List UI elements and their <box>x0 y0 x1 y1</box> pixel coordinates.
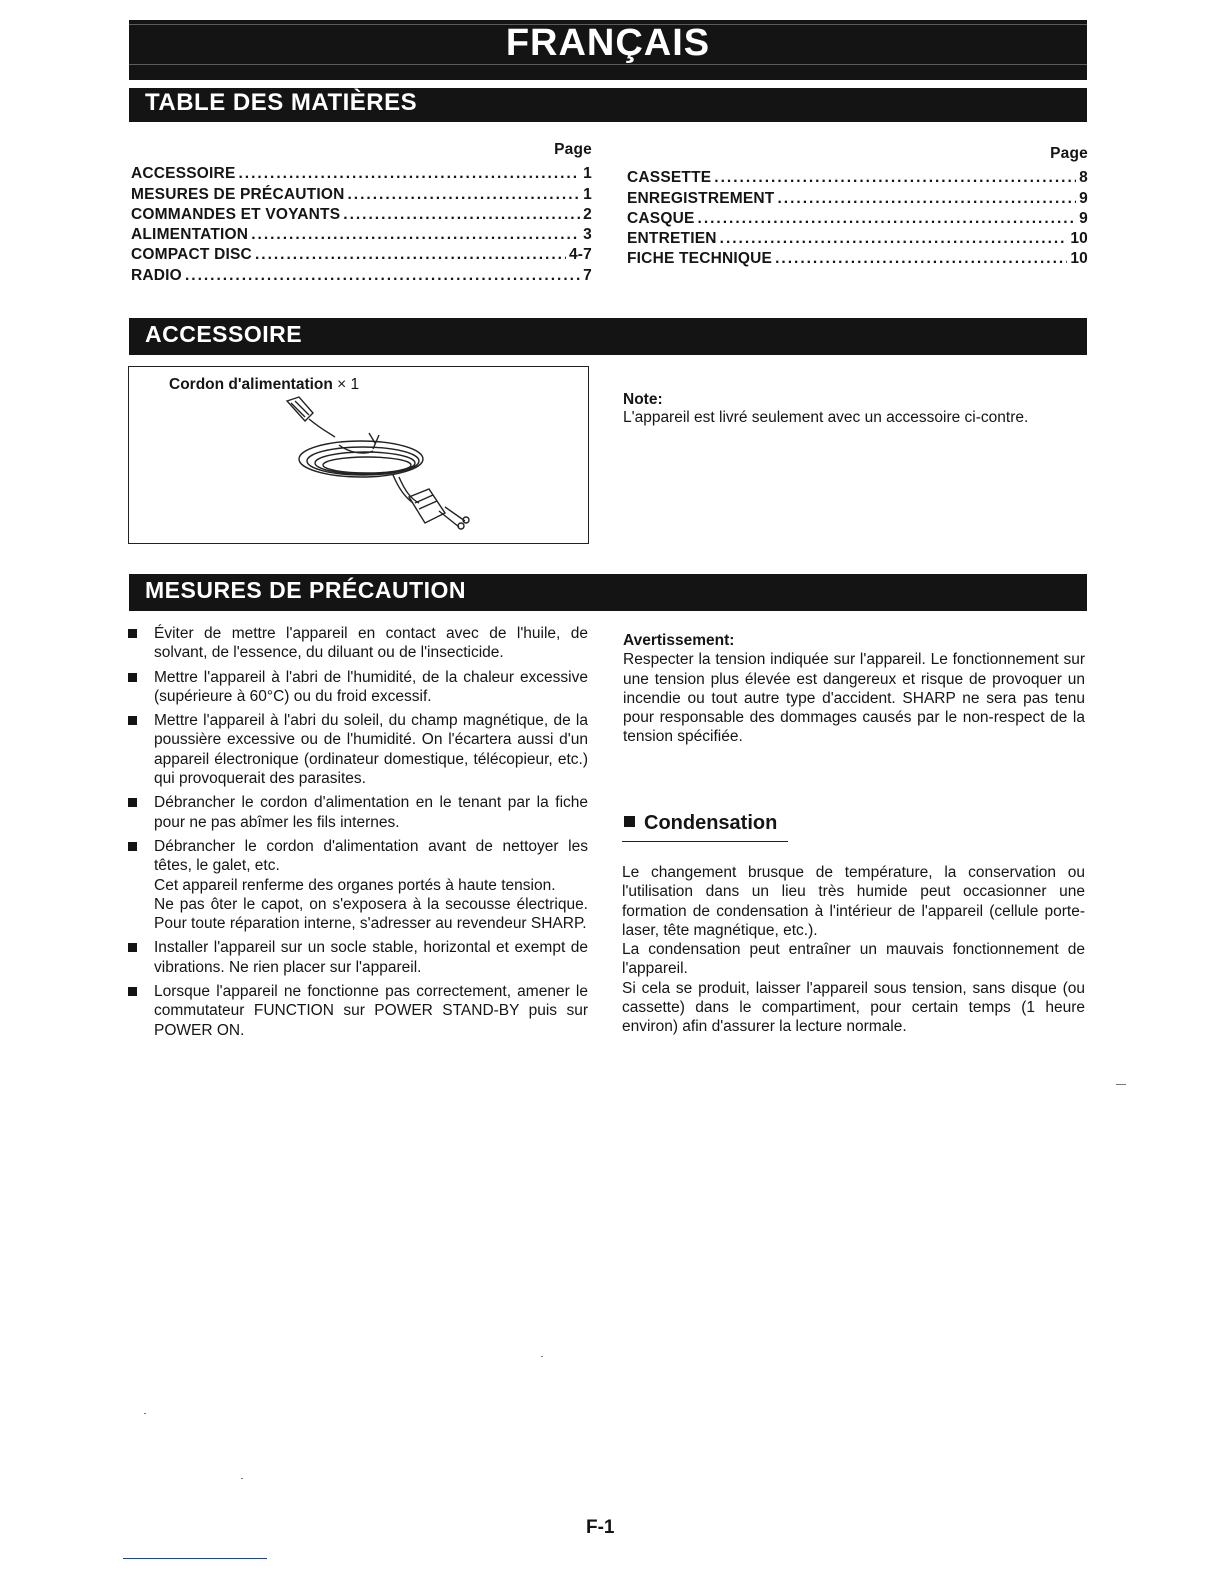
square-bullet-icon <box>128 987 137 996</box>
toc-entry-page: 10 <box>1070 230 1088 248</box>
toc-page-header: Page <box>1050 145 1088 162</box>
list-item <box>128 793 588 832</box>
precaution-text: Débrancher le cordon d'alimentation en le tenant par la fiche pour ne pas abîmer les fils internes. <box>154 794 588 831</box>
toc-entry-label: CASQUE <box>627 209 695 227</box>
warning-text: Respecter la tension indiquée sur l'appareil. Le fonctionnement sur une tension plus élevée est dangereux et risque de provoquer un incendie ou tout autre type d'accident. SHARP ne sera pas tenu pour responsable des dommages causés par le non-respect de la tension spécifiée. <box>623 651 1085 746</box>
language-title: FRANÇAIS <box>505 22 711 64</box>
accessory-item-qty: × 1 <box>337 376 360 393</box>
accessory-note <box>623 391 1088 427</box>
toc-leader-dots <box>714 169 1076 187</box>
toc-entry-page: 3 <box>583 226 592 244</box>
precautions-title: MESURES DE PRÉCAUTION <box>145 577 467 603</box>
precautions-title-bar <box>129 574 1087 611</box>
accessory-title-bar <box>129 318 1087 355</box>
list-item <box>128 938 588 977</box>
toc-title: TABLE DES MATIÈRES <box>145 89 418 116</box>
toc-leader-dots <box>347 186 580 204</box>
toc-entry <box>627 187 1088 207</box>
toc-entry <box>627 248 1088 268</box>
toc-entry <box>131 183 592 203</box>
toc-entry-label: RADIO <box>131 266 182 284</box>
toc-entry-label: CASSETTE <box>627 169 712 187</box>
square-bullet-icon <box>128 842 137 851</box>
toc-entry-page: 4-7 <box>568 246 592 264</box>
toc-leader-dots <box>775 250 1067 268</box>
precaution-text: Mettre l'appareil à l'abri de l'humidité, de la chaleur excessive (supérieure à 60°C) ou du froid excessif. <box>154 668 588 705</box>
square-bullet-icon <box>128 673 137 682</box>
list-item <box>128 837 588 933</box>
toc-entry-page: 2 <box>583 205 592 223</box>
condensation-paragraph: La condensation peut entraîner un mauvais fonctionnement de l'appareil. <box>622 941 1085 978</box>
precaution-text: Débrancher le cordon d'alimentation avant de nettoyer les têtes, le galet, etc. <box>154 837 588 875</box>
toc-leader-dots <box>251 226 580 244</box>
precaution-text: Ne pas ôter le capot, on s'exposera à la secousse électrique. Pour toute réparation interne, s'adresser au revendeur SHARP. <box>154 895 588 933</box>
toc-left-column <box>131 141 592 285</box>
toc-leader-dots <box>239 165 581 183</box>
toc-entry <box>131 163 592 183</box>
toc-leader-dots <box>698 210 1077 228</box>
toc-entry-label: COMPACT DISC <box>131 246 252 264</box>
toc-entry-label: ALIMENTATION <box>131 226 249 244</box>
square-bullet-icon <box>128 798 137 807</box>
list-item <box>128 624 588 663</box>
condensation-title: Condensation <box>644 812 778 834</box>
toc-page-header: Page <box>554 141 592 158</box>
warning-title: Avertissement: <box>623 632 735 649</box>
precaution-text: Lorsque l'appareil ne fonctionne pas correctement, amener le commutateur FUNCTION sur POWER STAND-BY puis sur POWER ON. <box>154 983 588 1039</box>
toc-entry-label: FICHE TECHNIQUE <box>627 250 773 268</box>
condensation-paragraph: Le changement brusque de température, la conservation ou l'utilisation dans un lieu très humide peut occasionner une formation de condensation à l'intérieur de l'appareil (cellule porte-laser, tête magnétique, etc.). <box>622 864 1085 939</box>
toc-leader-dots <box>255 246 566 264</box>
precaution-text: Mettre l'appareil à l'abri du soleil, du champ magnétique, de la poussière excessive ou de l'humidité. On l'écartera aussi d'un appareil électronique (ordinateur domestique, télécopieur, etc.) qui provoquerait des parasites. <box>154 712 588 788</box>
accessory-box <box>128 366 589 544</box>
square-bullet-icon <box>128 943 137 952</box>
toc-entry-label: ENREGISTREMENT <box>627 189 775 207</box>
toc-entry-label: ENTRETIEN <box>627 230 717 248</box>
toc-leader-dots <box>185 267 580 285</box>
toc-leader-dots <box>777 190 1076 208</box>
accessory-title: ACCESSOIRE <box>145 321 303 347</box>
toc-entry <box>627 228 1088 248</box>
language-banner <box>129 20 1087 80</box>
square-bullet-icon <box>624 816 635 827</box>
note-text: L'appareil est livré seulement avec un accessoire ci-contre. <box>623 409 1029 426</box>
power-cord-icon <box>269 393 489 543</box>
toc-entry-page: 9 <box>1079 189 1088 207</box>
toc-entry <box>627 208 1088 228</box>
condensation-text <box>622 863 1085 1037</box>
condensation-rule <box>622 841 788 842</box>
toc-entry <box>131 204 592 224</box>
condensation-heading <box>624 812 777 835</box>
list-item <box>128 711 588 788</box>
toc-entry-page: 8 <box>1079 169 1088 187</box>
toc-leader-dots <box>720 230 1068 248</box>
accessory-caption <box>169 376 359 394</box>
note-title: Note: <box>623 391 663 408</box>
list-item <box>128 982 588 1040</box>
toc-title-bar <box>129 88 1087 122</box>
toc-entry-label: MESURES DE PRÉCAUTION <box>131 185 345 203</box>
page-number: F-1 <box>586 1517 615 1538</box>
toc-entry-page: 1 <box>583 165 592 183</box>
accessory-item-label: Cordon d'alimentation <box>169 376 333 393</box>
toc-entry <box>131 244 592 264</box>
toc-right-column <box>627 145 1088 268</box>
toc-entry-page: 7 <box>583 266 592 284</box>
list-item <box>128 668 588 707</box>
toc-entry <box>131 224 592 244</box>
toc-entry <box>131 264 592 284</box>
footer-rule <box>123 1558 267 1559</box>
square-bullet-icon <box>128 716 137 725</box>
toc-entry-page: 1 <box>583 185 592 203</box>
warning-block <box>623 631 1085 747</box>
toc-entry-label: ACCESSOIRE <box>131 165 236 183</box>
toc-entry <box>627 167 1088 187</box>
toc-entry-page: 10 <box>1070 250 1088 268</box>
toc-entry-page: 9 <box>1079 209 1088 227</box>
precautions-list <box>128 624 588 1045</box>
condensation-paragraph: Si cela se produit, laisser l'appareil sous tension, sans disque (ou cassette) dans le compartiment, pour certain temps (1 heure environ) afin d'assurer la lecture normale. <box>622 979 1085 1036</box>
toc-entry-label: COMMANDES ET VOYANTS <box>131 205 341 223</box>
precaution-text: Installer l'appareil sur un socle stable, horizontal et exempt de vibrations. Ne rien placer sur l'appareil. <box>154 939 588 976</box>
precaution-text: Cet appareil renferme des organes portés à haute tension. <box>154 876 556 894</box>
precaution-text: Éviter de mettre l'appareil en contact avec de l'huile, de solvant, de l'essence, du diluant ou de l'insecticide. <box>154 625 588 662</box>
toc-leader-dots <box>343 206 580 224</box>
square-bullet-icon <box>128 629 137 638</box>
